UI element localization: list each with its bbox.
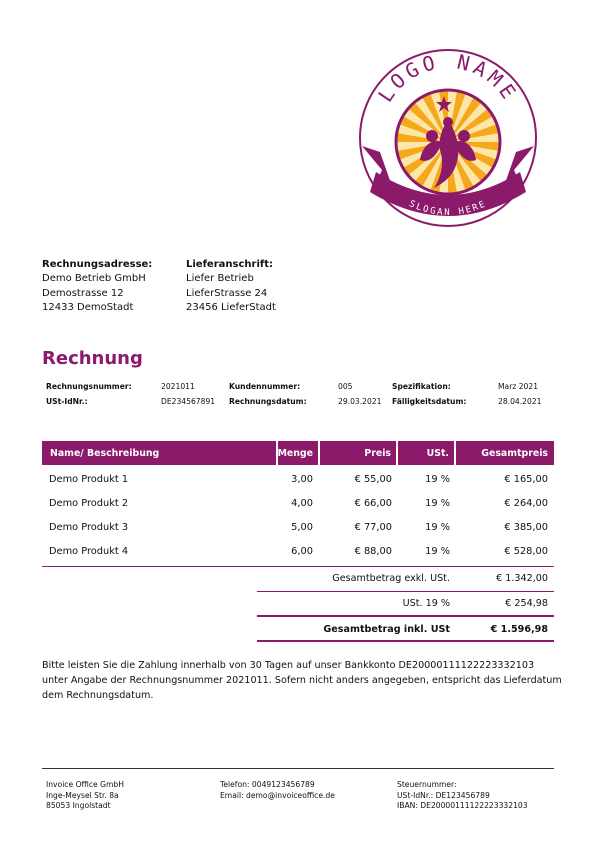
column-header-vat: USt. (426, 448, 449, 459)
specification-label: Spezifikation: (392, 382, 451, 391)
gross-total-label: Gesamtbetrag inkl. USt (323, 624, 450, 635)
column-header-quantity: Menge (277, 448, 313, 459)
billing-line: Demo Betrieb GmbH (42, 273, 146, 285)
totals-divider (257, 615, 554, 617)
cell-description: Demo Produkt 2 (49, 498, 129, 509)
vat-total: € 254,98 (505, 598, 548, 609)
footer-company-city: 85053 Ingolstadt (46, 801, 111, 810)
vat-total-label: USt. 19 % (402, 598, 450, 609)
column-header-price: Preis (364, 448, 391, 459)
page-title: Rechnung (42, 348, 143, 369)
footer-email: Email: demo@invoiceoffice.de (220, 790, 335, 800)
gross-total: € 1.596,98 (490, 624, 548, 635)
payment-note: Bitte leisten Sie die Zahlung innerhalb von 30 Tagen auf unser Bankkonto DE20000111122223332103 unter Angabe der Rechnungsnummer 2021011. Sofern nicht anders angegeben, entspricht das Lieferdatum dem Rechnungsdatum. (42, 660, 562, 701)
cell-description: Demo Produkt 3 (49, 522, 129, 533)
footer-tax-number: Steuernummer: (397, 780, 457, 789)
billing-address (42, 258, 152, 315)
column-header-total: Gesamtpreis (481, 448, 548, 459)
cell-vat: 19 % (425, 522, 450, 533)
cell-price: € 55,00 (354, 474, 392, 485)
due-date-label: Fälligkeitsdatum: (392, 397, 467, 406)
invoice-date-label: Rechnungsdatum: (229, 397, 307, 406)
cell-quantity: 3,00 (291, 474, 313, 485)
table-row (42, 517, 554, 541)
delivery-heading: Lieferanschrift: (186, 259, 274, 270)
column-header-description: Name/ Beschreibung (50, 448, 160, 459)
cell-description: Demo Produkt 4 (49, 546, 129, 557)
due-date: 28.04.2021 (498, 397, 542, 406)
billing-heading: Rechnungsadresse: (42, 259, 153, 270)
totals-divider (257, 591, 554, 592)
table-bottom-divider (42, 566, 554, 567)
cell-price: € 77,00 (354, 522, 392, 533)
cell-vat: 19 % (425, 474, 450, 485)
totals-divider (257, 640, 554, 642)
delivery-line: LieferStrasse 24 (186, 287, 268, 299)
invoice-number: 2021011 (161, 382, 195, 391)
delivery-address (186, 258, 276, 315)
cell-quantity: 5,00 (291, 522, 313, 533)
delivery-line: 23456 LieferStadt (186, 301, 276, 313)
net-total-label: Gesamtbetrag exkl. USt. (332, 573, 450, 584)
cell-total: € 264,00 (504, 498, 548, 509)
billing-line: 12433 DemoStadt (42, 301, 134, 313)
logo-slogan: SLOGAN HERE (407, 199, 489, 218)
customer-number: 005 (338, 382, 353, 391)
table-row (42, 469, 554, 493)
cell-price: € 88,00 (354, 546, 392, 557)
footer-vat-id: USt-IdNr.: DE123456789 (397, 790, 490, 800)
delivery-line: Liefer Betrieb (186, 273, 254, 285)
invoice-date: 29.03.2021 (338, 397, 382, 406)
company-logo (358, 42, 538, 232)
logo-name: LOGO NAME (373, 49, 523, 107)
invoice-number-label: Rechnungsnummer: (46, 382, 132, 391)
footer-contact (220, 780, 335, 801)
footer-company (46, 780, 124, 812)
table-row (42, 493, 554, 517)
billing-line: Demostrasse 12 (42, 287, 124, 299)
cell-price: € 66,00 (354, 498, 392, 509)
table-header (42, 441, 554, 465)
cell-vat: 19 % (425, 546, 450, 557)
cell-description: Demo Produkt 1 (49, 474, 129, 485)
table-row (42, 541, 554, 565)
customer-number-label: Kundennummer: (229, 382, 301, 391)
cell-total: € 385,00 (504, 522, 548, 533)
footer-company-name: Invoice Office GmbH (46, 780, 124, 789)
cell-total: € 165,00 (504, 474, 548, 485)
cell-vat: 19 % (425, 498, 450, 509)
vat-id: DE234567891 (161, 397, 216, 406)
footer-divider (42, 768, 554, 769)
cell-quantity: 6,00 (291, 546, 313, 557)
specification: Marz 2021 (498, 382, 539, 391)
net-total: € 1.342,00 (496, 573, 548, 584)
cell-quantity: 4,00 (291, 498, 313, 509)
cell-total: € 528,00 (504, 546, 548, 557)
footer-iban: IBAN: DE20000111122223332103 (397, 801, 528, 810)
footer-tax (397, 780, 528, 812)
footer-phone: Telefon: 0049123456789 (220, 780, 315, 789)
footer-company-street: Inge-Meysel Str. 8a (46, 790, 119, 800)
vat-id-label: USt-IdNr.: (46, 397, 88, 406)
